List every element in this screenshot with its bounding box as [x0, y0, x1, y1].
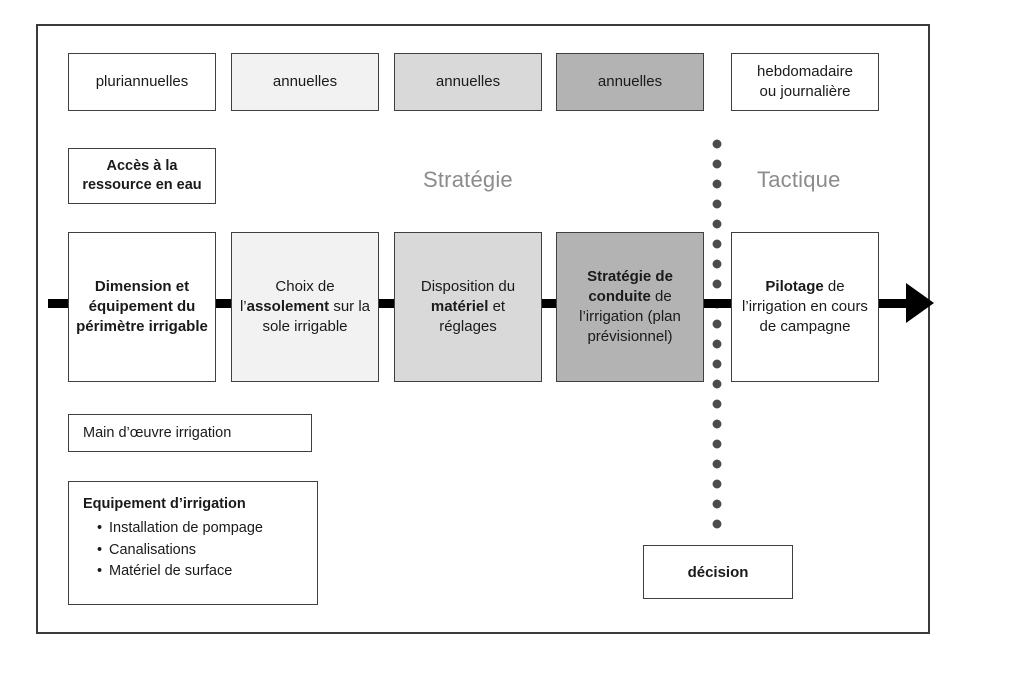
period-label-line1: hebdomadaire: [757, 63, 853, 81]
chain-box-pilotage: [731, 232, 879, 382]
arrow-segment-5: [876, 299, 908, 308]
equipment-box: [68, 481, 318, 605]
section-label-strategy: Stratégie: [423, 167, 513, 192]
chain-text-bold: matériel: [430, 297, 489, 315]
chain-box-strategie-conduite: [556, 232, 704, 382]
equipment-box-list: [83, 518, 303, 583]
chain-box-dimension-text: Dimension et équipement du périmètre irrigable: [76, 277, 208, 336]
period-label: pluriannuelles: [95, 73, 189, 91]
chain-box-assolement: [231, 232, 379, 382]
chain-text-post: sur la sole irrigable: [262, 297, 371, 336]
period-box-pluriannuelles: [68, 53, 216, 111]
period-box-annuelles-3: [556, 53, 704, 111]
chain-text-post: et réglages: [439, 297, 506, 336]
chain-text-bold: Stratégie de conduite: [587, 267, 673, 305]
water-resource-line2: ressource en eau: [82, 177, 202, 193]
chain-text-pre: Choix de l’: [239, 277, 335, 315]
period-label: annuelles: [272, 73, 338, 91]
chain-box-strategie-text: [563, 267, 697, 348]
period-label-line2: ou journalière: [759, 83, 851, 100]
chain-box-pilotage-text: [738, 277, 872, 338]
labour-box-label: Main d’œuvre irrigation: [83, 425, 232, 441]
strategy-tactics-divider: [712, 134, 722, 534]
period-box-annuelles-2: [394, 53, 542, 111]
chain-box-materiel: [394, 232, 542, 382]
period-label: annuelles: [435, 73, 501, 91]
water-resource-line1: Accès à la: [106, 157, 178, 174]
water-resource-box: [68, 148, 216, 204]
period-label: annuelles: [597, 73, 663, 91]
chain-text-pre: Disposition du: [420, 277, 516, 295]
labour-box: [68, 414, 312, 452]
chain-box-assolement-text: [238, 277, 372, 338]
decision-box-label: décision: [687, 563, 749, 581]
chain-text-bold: Pilotage: [765, 277, 824, 295]
chain-text-post: de l’irrigation (plan prévisionnel): [579, 287, 681, 346]
chain-box-materiel-text: [401, 277, 535, 338]
chain-box-dimension: [68, 232, 216, 382]
period-box-hebdomadaire: [731, 53, 879, 111]
list-item: • Installation de pompage: [97, 518, 303, 540]
decision-box: [643, 545, 793, 599]
section-label-tactics: Tactique: [757, 167, 841, 192]
list-item: • Canalisations: [97, 540, 303, 562]
arrow-head-icon: [906, 283, 934, 323]
chain-text-post: de l’irrigation en cours de campagne: [742, 277, 868, 336]
list-item: • Matériel de surface: [97, 561, 303, 583]
equipment-box-title: Equipement d’irrigation: [83, 496, 246, 512]
chain-text-bold: assolement: [246, 297, 330, 315]
period-box-annuelles-1: [231, 53, 379, 111]
